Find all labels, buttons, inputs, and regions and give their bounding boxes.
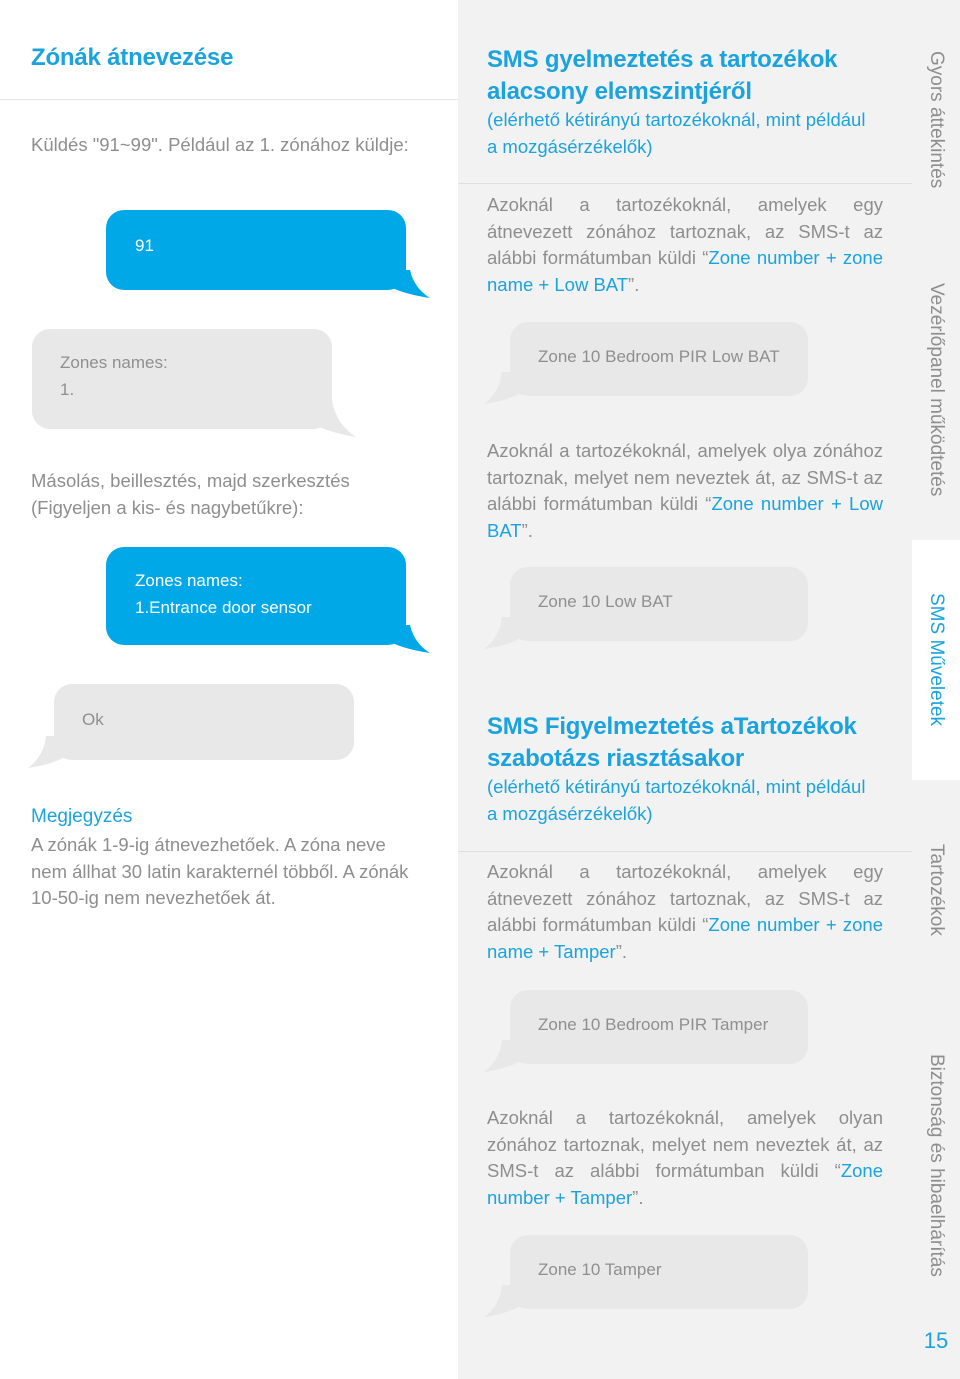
section-title-tamper xyxy=(487,711,857,775)
sms-format: Zone number + Tamper xyxy=(487,1160,883,1208)
sms-format: Zone number + zone name + Low BAT xyxy=(487,247,884,295)
tab-control-panel[interactable] xyxy=(912,250,960,530)
paragraph-end: ”. xyxy=(628,273,640,295)
divider xyxy=(458,851,912,852)
note-text: A zónák 1-9-ig átnevezhetőek. A zóna neve nem állhat 30 latin karakternél többől. A zónák 10-50-ig nem nevezhetőek át. xyxy=(31,834,409,908)
chapter-sidebar xyxy=(912,0,960,1379)
sms-bubble-received xyxy=(510,322,808,396)
paragraph-text: Azoknál a tartozékoknál, amelyek olyan zónához tartoznak, melyet nem neveztek át, az SMS-t az alábbi formátumban küldi “ xyxy=(487,1107,883,1181)
sms-bubble-sent xyxy=(106,547,406,645)
sms-bubble-line2: 1.Entrance door sensor xyxy=(135,598,312,617)
tab-quick-overview[interactable] xyxy=(912,30,960,210)
section-subtitle: (elérhető kétirányú tartozékoknál, mint például a mozgásérzékelők) xyxy=(487,109,866,157)
divider xyxy=(0,99,458,100)
sms-bubble-received xyxy=(510,990,808,1064)
right-panel xyxy=(458,0,912,1379)
bubble-tail xyxy=(300,400,358,440)
bubble-tail xyxy=(484,617,534,651)
tab-label: Gyors áttekintés xyxy=(926,51,947,189)
bubble-tail xyxy=(484,1285,534,1319)
paragraph-end: ”. xyxy=(632,1186,644,1208)
sms-bubble-received xyxy=(510,1235,808,1309)
paragraph-text: Azoknál a tartozékoknál, amelyek egy átnevezett zónához tartoznak, az SMS-t az alábbi formátumban küldi “ xyxy=(487,194,883,268)
format-paragraph xyxy=(487,1105,883,1211)
section-title-low-battery xyxy=(487,44,837,108)
sms-bubble-text: 91 xyxy=(135,236,154,255)
sms-bubble-text: Ok xyxy=(82,710,104,729)
note-title: Megjegyzés xyxy=(31,806,133,827)
copy-instruction-text: Másolás, beillesztés, majd szerkesztés (Figyeljen a kis- és nagybetűkre): xyxy=(31,470,350,518)
divider xyxy=(458,183,912,184)
title-line: szabotázs riasztásakor xyxy=(487,745,745,772)
paragraph-text: Azoknál a tartozékoknál, amelyek egy átnevezett zónához tartoznak, az SMS-t az alábbi formátumban küldi “ xyxy=(487,861,883,935)
sms-bubble-line1: Zones names: xyxy=(135,571,243,590)
title-line: SMS gyelmeztetés a tartozékok xyxy=(487,46,838,73)
tab-label: Vezérlőpanel működtetés xyxy=(926,283,947,497)
section-title-zone-rename: Zónák átnevezése xyxy=(31,44,234,71)
sms-bubble-received xyxy=(32,329,332,429)
sms-bubble-line1: Zones names: xyxy=(60,353,168,372)
page-number: 15 xyxy=(923,1328,949,1353)
title-line: alacsony elemszintjéről xyxy=(487,78,752,105)
tab-security-troubleshooting[interactable] xyxy=(912,1030,960,1300)
sms-bubble-received xyxy=(510,567,808,641)
sms-bubble-text: Zone 10 Bedroom PIR Low BAT xyxy=(538,347,780,366)
bubble-tail xyxy=(380,625,432,655)
tab-sms-operations[interactable] xyxy=(912,540,960,780)
title-line: SMS Figyelmeztetés aTartozékok xyxy=(487,713,857,740)
sms-format: Zone number + Low BAT xyxy=(487,493,883,541)
format-paragraph xyxy=(487,192,883,298)
tab-label: Tartozékok xyxy=(926,844,947,936)
bubble-tail xyxy=(28,736,78,770)
bubble-tail xyxy=(484,1040,534,1074)
sms-bubble-received xyxy=(54,684,354,760)
section-subtitle: (elérhető kétirányú tartozékoknál, mint például a mozgásérzékelők) xyxy=(487,776,866,824)
format-paragraph xyxy=(487,859,883,965)
tab-accessories[interactable] xyxy=(912,820,960,960)
sms-bubble-sent xyxy=(106,210,406,290)
bubble-tail xyxy=(484,372,534,406)
paragraph-end: ”. xyxy=(521,519,533,541)
paragraph-end: ”. xyxy=(615,940,628,962)
sms-format: Zone number + zone name + Tamper xyxy=(487,914,884,962)
sms-bubble-text: Zone 10 Low BAT xyxy=(538,592,673,611)
tab-label: SMS Műveletek xyxy=(926,593,947,727)
format-paragraph xyxy=(487,438,883,544)
sms-bubble-line2: 1. xyxy=(60,380,75,399)
sms-bubble-text: Zone 10 Tamper xyxy=(538,1260,662,1279)
tab-label: Biztonság és hibaelhárítás xyxy=(926,1053,947,1277)
instruction-text: Küldés "91~99". Például az 1. zónához küldje: xyxy=(31,134,409,155)
paragraph-text: Azoknál a tartozékoknál, amelyek olya zónához tartoznak, melyet nem neveztek át, az SMS-t az alábbi formátumban küldi “ xyxy=(487,440,883,514)
sms-bubble-text: Zone 10 Bedroom PIR Tamper xyxy=(538,1015,769,1034)
bubble-tail xyxy=(380,270,432,300)
